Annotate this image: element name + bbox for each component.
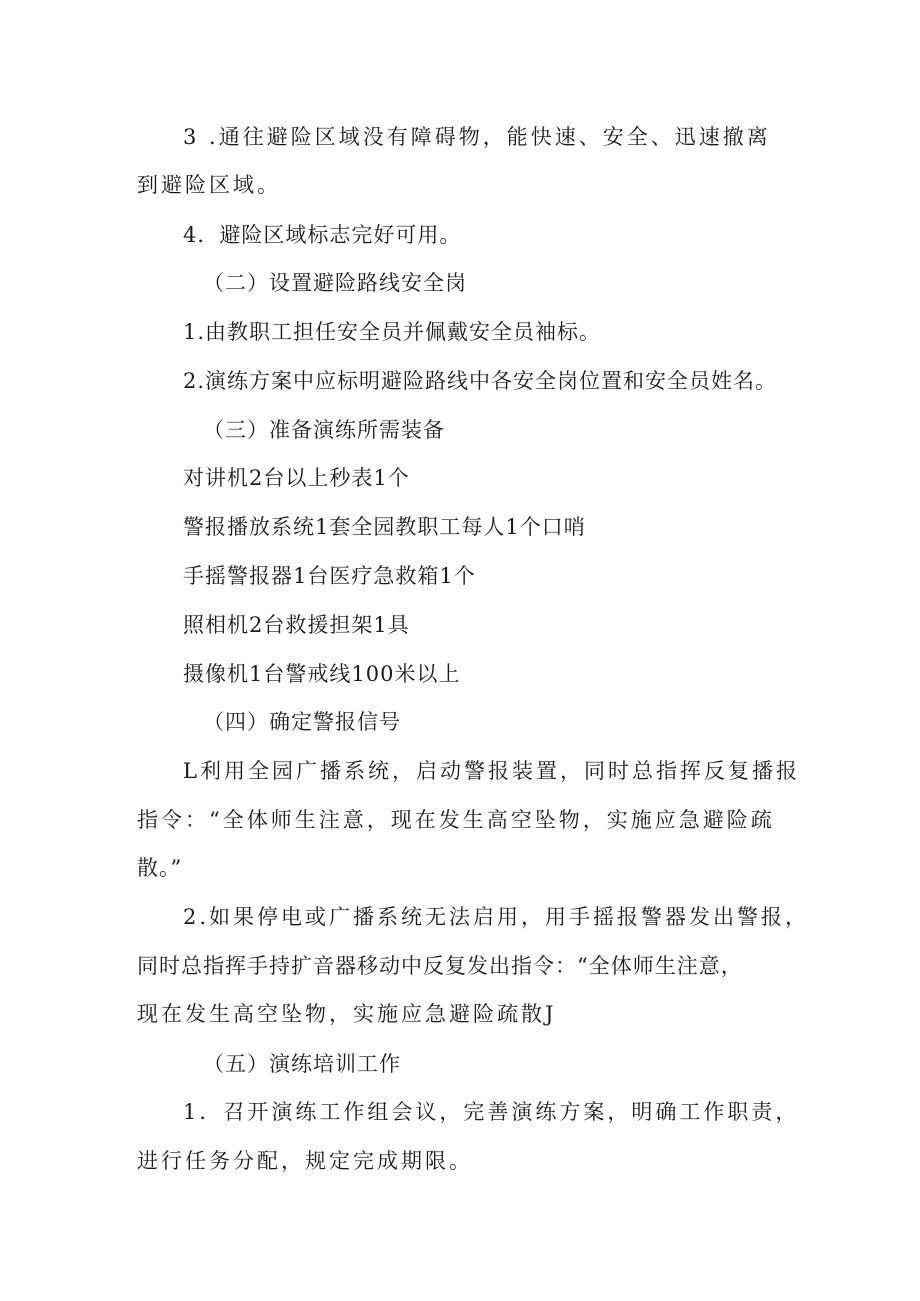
paragraph-line: 散。” (137, 856, 183, 880)
paragraph-line: 同时总指挥手持扩音器移动中反复发出指令：“全体师生注意， (137, 954, 743, 978)
paragraph-line: 指令：“全体师生注意，现在发生高空坠物，实施应急避险疏 (137, 808, 775, 832)
section-heading: （五）演练培训工作 (203, 1052, 401, 1076)
equipment-line: 对讲机2台以上秒表1个 (183, 466, 410, 490)
paragraph-line: 进行任务分配，规定完成期限。 (137, 1149, 473, 1173)
paragraph-line: L利用全园广播系统，启动警报装置，同时总指挥反复播报 (183, 759, 800, 783)
section-heading: （二）设置避险路线安全岗 (203, 271, 467, 295)
paragraph-line: 4．避险区域标志完好可用。 (183, 223, 462, 247)
equipment-line: 手摇警报器1台医疗急救箱1个 (183, 564, 476, 588)
equipment-line: 照相机2台救援担架1具 (183, 613, 410, 637)
paragraph-line: 1．召开演练工作组会议，完善演练方案，明确工作职责， (183, 1100, 800, 1124)
paragraph-line: 到避险区域。 (137, 173, 281, 197)
section-heading: （四）确定警报信号 (203, 710, 401, 734)
section-heading: （三）准备演练所需装备 (203, 418, 445, 442)
paragraph-line: 1.由教职工担任安全员并佩戴安全员袖标。 (183, 320, 602, 344)
paragraph-line: 2.如果停电或广播系统无法启用，用手摇报警器发出警报， (183, 905, 810, 929)
equipment-line: 摄像机1台警戒线100米以上 (183, 662, 461, 686)
paragraph-line: 3 .通往避险区域没有障碍物，能快速、安全、迅速撤离 (183, 125, 771, 149)
paragraph-line: 现在发生高空坠物，实施应急避险疏散J (137, 1002, 557, 1026)
equipment-line: 警报播放系统1套全园教职工每人1个口哨 (183, 515, 586, 539)
paragraph-line: 2.演练方案中应标明避险路线中各安全岗位置和安全员姓名。 (183, 369, 778, 393)
